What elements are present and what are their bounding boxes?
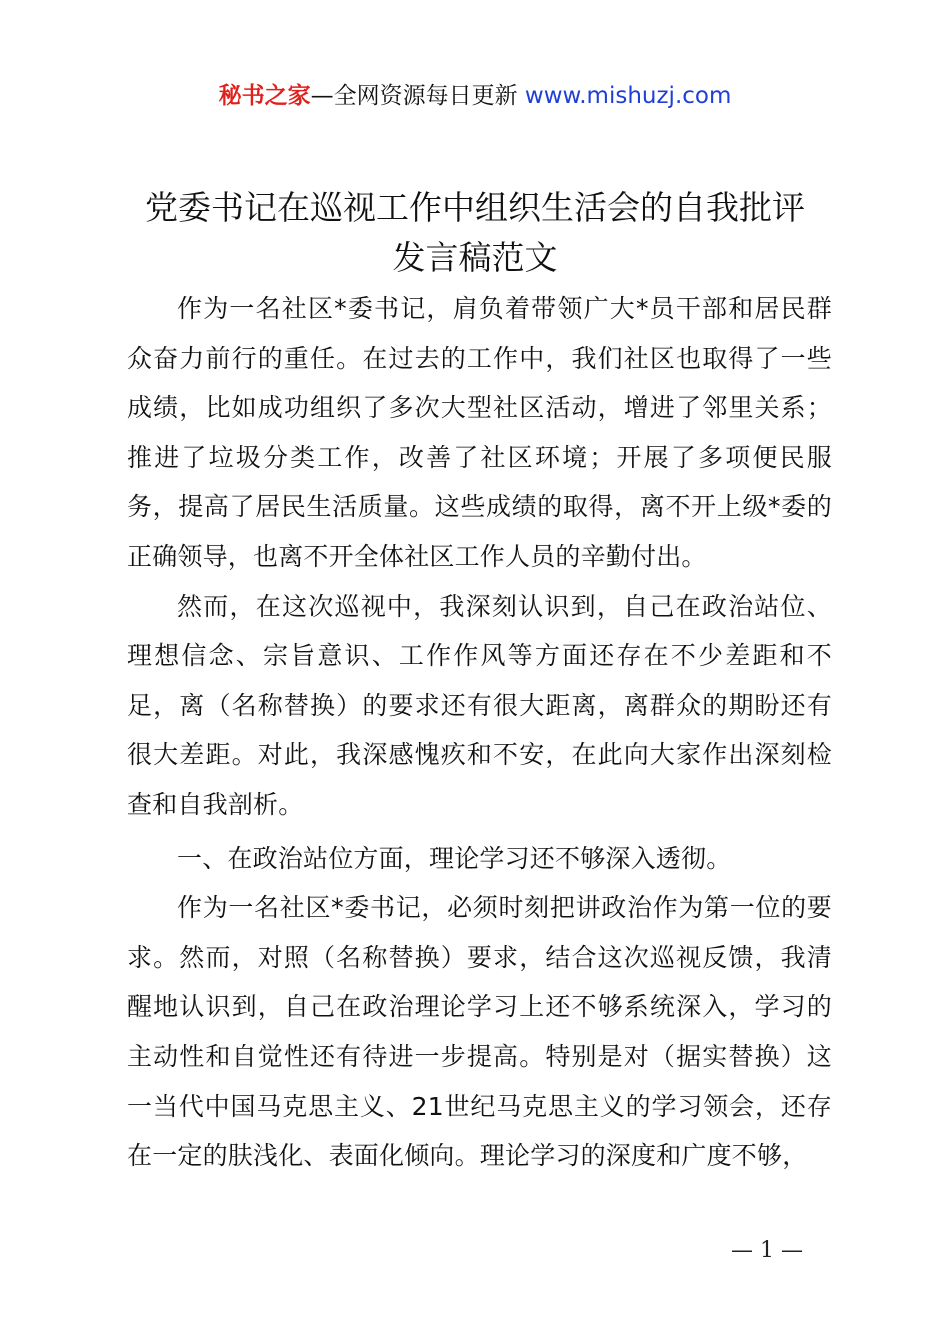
document-title-line-2: 发言稿范文: [392, 238, 558, 277]
site-header: [0, 78, 950, 114]
site-url-link[interactable]: www.mishuzj.com: [524, 83, 732, 109]
document-body: [127, 284, 832, 1181]
body-paragraph-reflection: 然而，在这次巡视中，我深刻认识到，自己在政治站位、理想信念、宗旨意识、工作作风等方面还存在不少差距和不足，离（名称替换）的要求还有很大距离，离群众的期盼还有很大差距。对此，我深感愧疚和不安，在此向大家作出深刻检查和自我剖析。: [127, 591, 832, 819]
page-number: — 1 —: [731, 1238, 803, 1263]
site-brand: 秘书之家: [218, 83, 311, 109]
section-heading-political-stance: 一、在政治站位方面，理论学习还不够深入透彻。: [177, 843, 732, 873]
site-slogan: —全网资源每日更新: [310, 83, 518, 109]
document-title: [100, 183, 850, 283]
body-paragraph-intro: 作为一名社区*委书记，肩负着带领广大*员干部和居民群众奋力前行的重任。在过去的工作中，我们社区也取得了一些成绩，比如成功组织了多次大型社区活动，增进了邻里关系；推进了垃圾分类工作，改善了社区环境；开展了多项便民服务，提高了居民生活质量。这些成绩的取得，离不开上级*委的正确领导，也离不开全体社区工作人员的辛勤付出。: [127, 294, 832, 571]
document-title-line-1: 党委书记在巡视工作中组织生活会的自我批评: [145, 188, 805, 227]
body-paragraph-political-stance: 作为一名社区*委书记，必须时刻把讲政治作为第一位的要求。然而，对照（名称替换）要求，结合这次巡视反馈，我清醒地认识到，自己在政治理论学习上还不够系统深入，学习的主动性和自觉性还有待进一步提高。特别是对（据实替换）这一当代中国马克思主义、21世纪马克思主义的学习领会，还存在一定的肤浅化、表面化倾向。理论学习的深度和广度不够，: [127, 893, 832, 1171]
